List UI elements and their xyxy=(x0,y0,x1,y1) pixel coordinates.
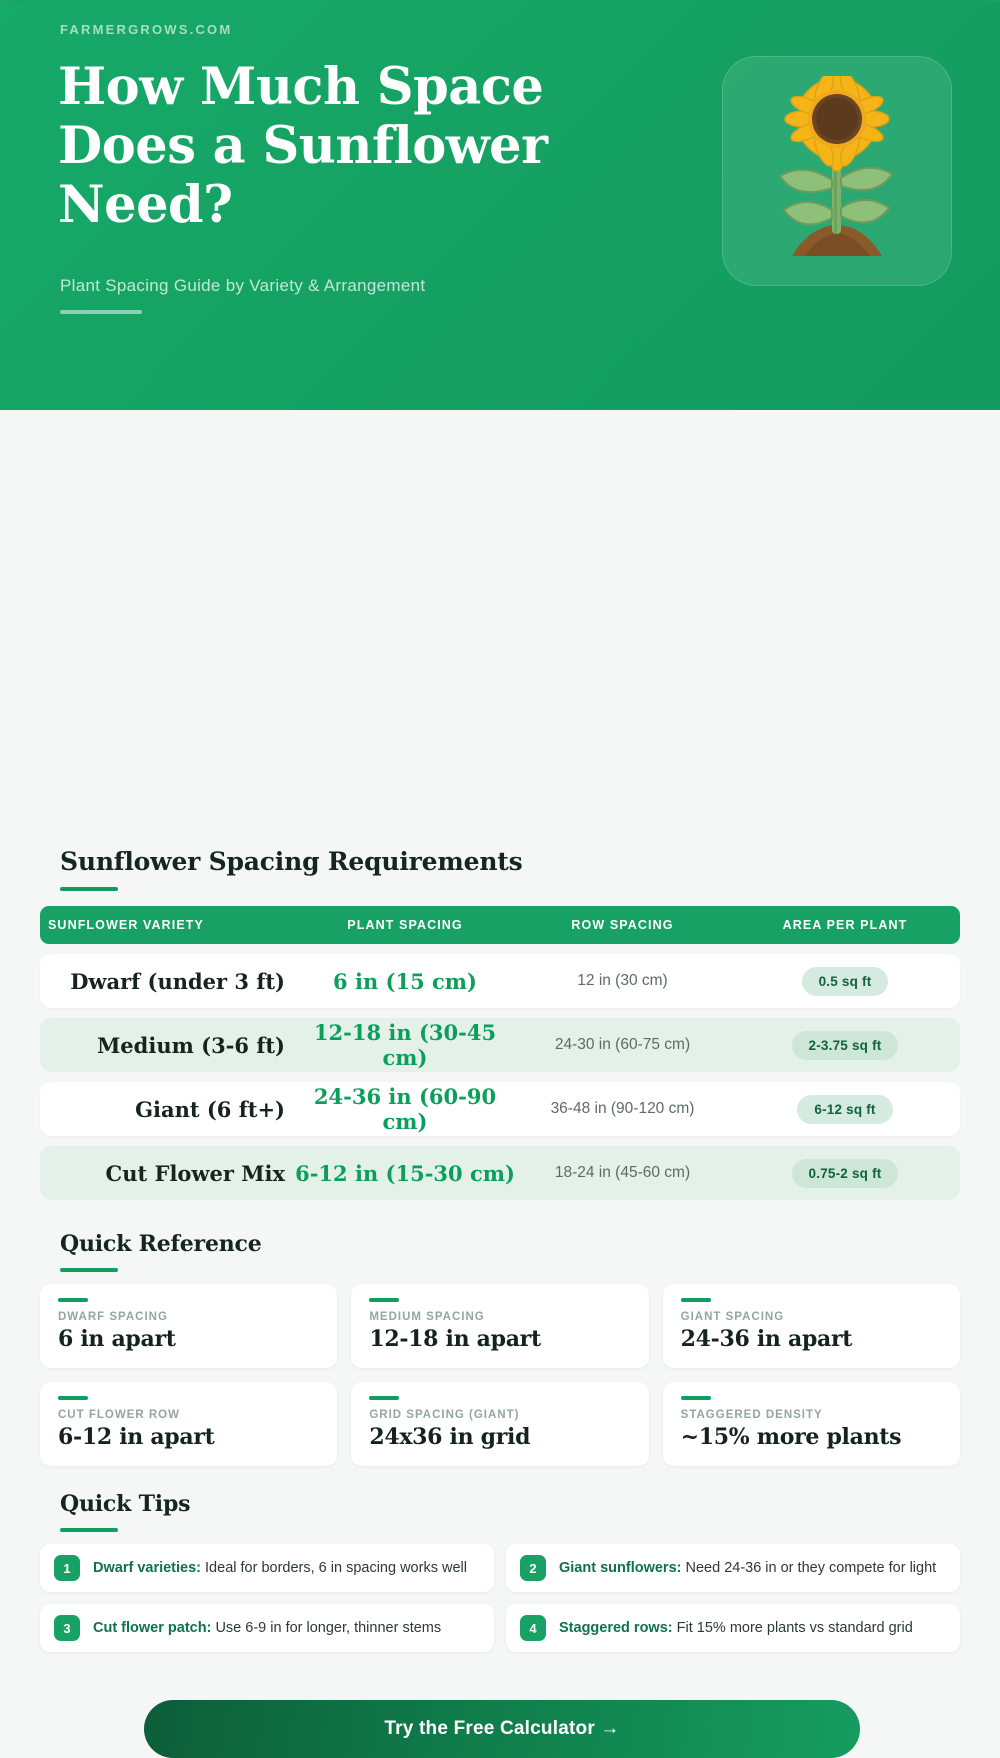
area-badge: 0.75-2 sq ft xyxy=(792,1159,899,1188)
card-accent-tick xyxy=(58,1298,88,1302)
card-value: 24x36 in grid xyxy=(369,1424,531,1450)
column-header-area: AREA PER PLANT xyxy=(782,918,908,932)
cell-area xyxy=(730,1159,960,1188)
cell-row-spacing: 36-48 in (90-120 cm) xyxy=(550,1100,695,1117)
page-title: How Much Space Does a Sunflower Need? xyxy=(58,57,548,236)
card-label: STAGGERED DENSITY xyxy=(680,1409,823,1421)
cell-variety: Medium (3-6 ft) xyxy=(97,1032,285,1058)
hero-underline-accent xyxy=(60,310,142,314)
table-header-row xyxy=(40,906,960,944)
tip-body: Fit 15% more plants vs standard grid xyxy=(676,1619,913,1636)
quick-tips-heading: Quick Tips xyxy=(60,1491,191,1517)
area-badge: 2-3.75 sq ft xyxy=(792,1031,899,1060)
table-row xyxy=(40,954,960,1008)
quick-reference-heading: Quick Reference xyxy=(60,1231,262,1257)
cell-variety: Dwarf (under 3 ft) xyxy=(70,968,285,994)
tip-body: Ideal for borders, 6 in spacing works well xyxy=(205,1559,467,1576)
quick-tips-underline xyxy=(60,1528,118,1532)
quick-reference-card xyxy=(40,1284,337,1368)
hero-subtitle: Plant Spacing Guide by Variety & Arrangement xyxy=(60,276,426,295)
cell-variety: Giant (6 ft+) xyxy=(135,1096,285,1122)
tip-text xyxy=(93,1559,467,1577)
cell-row-spacing: 24-30 in (60-75 cm) xyxy=(554,1036,691,1053)
quick-reference-card xyxy=(351,1382,648,1466)
card-value: 6-12 in apart xyxy=(58,1424,215,1450)
spacing-table xyxy=(40,906,960,1200)
cell-plant-spacing: 12-18 in (30-45 cm) xyxy=(313,1020,497,1070)
tip-lead: Giant sunflowers: xyxy=(559,1559,682,1576)
quick-reference-card xyxy=(663,1382,960,1466)
tip-lead: Staggered rows: xyxy=(559,1619,673,1636)
card-accent-tick xyxy=(681,1396,711,1400)
cell-row-spacing: 12 in (30 cm) xyxy=(577,972,668,989)
table-row xyxy=(40,1082,960,1136)
quick-reference-card xyxy=(40,1382,337,1466)
card-label: CUT FLOWER ROW xyxy=(58,1409,180,1421)
cell-row-spacing: 18-24 in (45-60 cm) xyxy=(554,1164,691,1181)
cell-area xyxy=(730,1095,960,1124)
hero-header xyxy=(0,0,1000,410)
try-free-calculator-button[interactable]: Try the Free Calculator → xyxy=(144,1700,860,1758)
cell-area xyxy=(730,1031,960,1060)
card-label: MEDIUM SPACING xyxy=(369,1311,485,1323)
tip-body: Use 6-9 in for longer, thinner stems xyxy=(215,1619,442,1636)
card-value: ~15% more plants xyxy=(680,1424,902,1450)
tip-text xyxy=(93,1619,441,1637)
tip-number-badge: 4 xyxy=(520,1615,546,1641)
area-badge: 0.5 sq ft xyxy=(802,967,889,996)
tip-number-badge: 2 xyxy=(520,1555,546,1581)
column-header-plant-spacing: PLANT SPACING xyxy=(347,918,463,932)
tip-lead: Dwarf varieties: xyxy=(93,1559,201,1576)
tip-item xyxy=(506,1604,960,1652)
quick-reference-card xyxy=(351,1284,648,1368)
tip-number-badge: 1 xyxy=(54,1555,80,1581)
table-row xyxy=(40,1146,960,1200)
tip-lead: Cut flower patch: xyxy=(93,1619,212,1636)
cell-plant-spacing: 6-12 in (15-30 cm) xyxy=(295,1160,515,1186)
quick-tips-grid xyxy=(40,1544,960,1652)
tip-text xyxy=(559,1559,936,1577)
quick-reference-underline xyxy=(60,1268,118,1272)
column-header-variety: SUNFLOWER VARIETY xyxy=(48,918,204,932)
cell-area xyxy=(730,967,960,996)
tip-item xyxy=(506,1544,960,1592)
card-label: GRID SPACING (GIANT) xyxy=(369,1409,520,1421)
card-accent-tick xyxy=(369,1298,399,1302)
card-accent-tick xyxy=(681,1298,711,1302)
table-section-heading: Sunflower Spacing Requirements xyxy=(60,847,523,876)
tip-body: Need 24-36 in or they compete for light xyxy=(685,1559,937,1576)
tip-item xyxy=(40,1544,494,1592)
table-heading-underline xyxy=(60,887,118,891)
quick-reference-grid xyxy=(40,1284,960,1466)
sunflower-illustration xyxy=(752,76,922,266)
area-badge: 6-12 sq ft xyxy=(797,1095,892,1124)
card-value: 12-18 in apart xyxy=(369,1326,541,1352)
cell-plant-spacing: 6 in (15 cm) xyxy=(333,968,477,994)
card-value: 24-36 in apart xyxy=(680,1326,853,1352)
card-label: GIANT SPACING xyxy=(680,1311,785,1323)
card-accent-tick xyxy=(369,1396,399,1400)
quick-reference-card xyxy=(663,1284,960,1368)
card-value: 6 in apart xyxy=(58,1326,176,1352)
tip-number-badge: 3 xyxy=(54,1615,80,1641)
card-accent-tick xyxy=(58,1396,88,1400)
tip-text xyxy=(559,1619,913,1637)
table-row xyxy=(40,1018,960,1072)
card-label: DWARF SPACING xyxy=(58,1311,168,1323)
cell-plant-spacing: 24-36 in (60-90 cm) xyxy=(313,1084,497,1134)
brand-label: FARMERGROWS.COM xyxy=(60,22,233,37)
cell-variety: Cut Flower Mix xyxy=(105,1160,285,1186)
tip-item xyxy=(40,1604,494,1652)
sunflower-plant-icon xyxy=(722,56,952,286)
column-header-row-spacing: ROW SPACING xyxy=(571,918,674,932)
